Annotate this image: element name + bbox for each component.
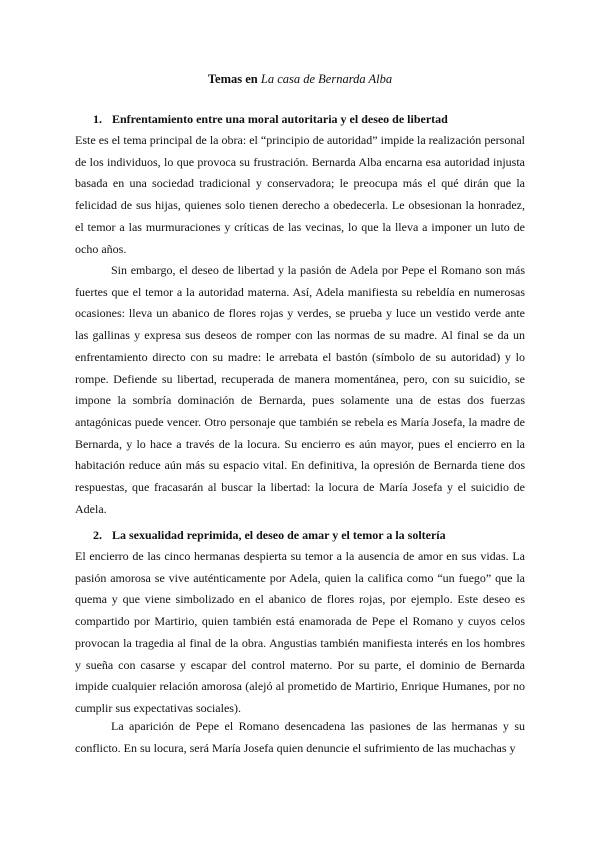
title-italic-text: La casa de Bernarda Alba (260, 72, 393, 86)
section-number-2: 2. (93, 528, 102, 542)
paragraph-2-1: El encierro de las cinco hermanas despierta su temor a la ausencia de amor en sus vidas. La pasión amorosa se vive auténticamente por Adela, quien la califica como “un fuego” que la quema y que viene simbolizado en el abanico de flores rojas, por ejemplo. Este deseo es compartido por Martirio, quien también está enamorada de Pepe el Romano y cuyos celos provocan la tragedia al final de la obra. Angustias también manifiesta interés en los hombres y sueña con casarse y escapar del control materno. Por su parte, el dominio de Bernarda impide cualquier relación amorosa (alejó al prometido de Martirio, Enrique Humanes, por no cumplir sus expectativas sociales). (75, 549, 525, 715)
paragraph-2-2: La aparición de Pepe el Romano desencadena las pasiones de las hermanas y su conflicto. En su locura, será María Josefa quien denuncie el sufrimiento de las muchachas y (75, 719, 525, 755)
section-number-1: 1. (93, 112, 102, 126)
section-heading-text-1: Enfrentamiento entre una moral autoritaria y el deseo de libertad (112, 112, 448, 126)
paragraph-1-2: Sin embargo, el deseo de libertad y la pasión de Adela por Pepe el Romano son más fuertes que el temor a la autoridad materna. Así, Adela manifiesta su rebeldía en numerosas ocasiones: lleva un abanico de flores rojas y verdes, se prueba y luce un vestido verde ante las gallinas y expresa sus deseos de romper con las normas de su madre. Al final se da un enfrentamiento directo con su madre: le arrebata el bastón (símbolo de su autoridad) y lo rompe. Defiende su libertad, recuperada de manera momentánea, pero, con su suicidio, se impone la sombría dominación de Bernarda, pues solamente una de estas dos fuerzas antagónicas puede vencer. Otro personaje que también se rebela es María Josefa, la madre de Bernarda, y lo hace a través de la locura. Su encierro es aún mayor, pues el encierro en la habitación reduce aún más su espacio vital. En definitiva, la opresión de Bernarda tiene dos respuestas, que fracasarán al buscar la libertad: la locura de María Josefa y el suicidio de Adela. (75, 263, 525, 516)
section-heading-1 (93, 110, 448, 128)
paragraph-1-1: Este es el tema principal de la obra: el “principio de autoridad” impide la realización personal de los individuos, lo que provoca su frustración. Bernarda Alba encarna esa autoridad injusta basada en una sociedad tradicional y conservadora; le preocupa más el qué dirán que la felicidad de sus hijas, quienes solo tienen derecho a obedecerla. Le obsesionan la honradez, el temor a las murmuraciones y críticas de las vecinas, lo que la lleva a imponer un luto de ocho años. (75, 133, 525, 256)
title-bold-text: Temas en (207, 72, 258, 86)
document-title (0, 70, 600, 88)
section-heading-2 (93, 526, 446, 544)
section-heading-text-2: La sexualidad reprimida, el deseo de amar y el temor a la soltería (112, 528, 446, 542)
